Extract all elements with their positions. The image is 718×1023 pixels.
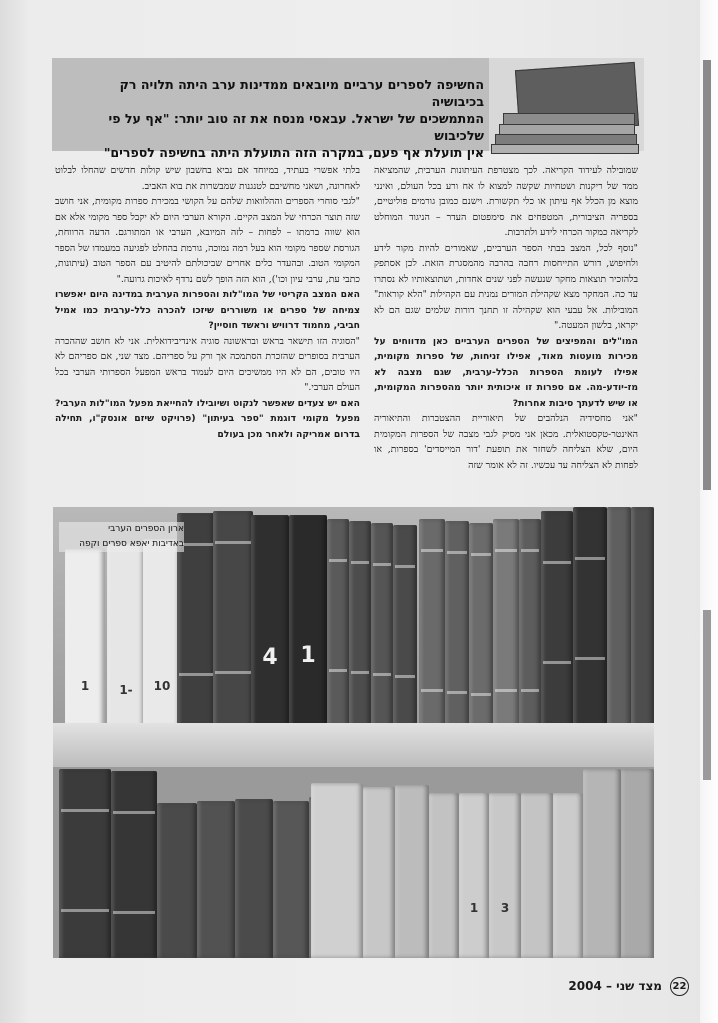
book-spine: 1 — [289, 515, 327, 727]
book-spine: 1 — [65, 549, 105, 727]
pull-quote-line: אין תועלת אף פעם, במקרה הזה התועלת היתה בחשיפה לספרים" — [103, 145, 484, 160]
book-spine — [631, 507, 654, 727]
book-spine — [111, 771, 157, 958]
book-spine — [349, 521, 371, 727]
book-spine — [445, 521, 469, 727]
article-column-right — [374, 163, 638, 501]
book-spine — [607, 507, 631, 727]
book-spine — [519, 519, 541, 727]
book-spine: 10 — [143, 539, 181, 727]
paragraph: "הסוגיה הזו תישאר בראש ובראשונה סוגיה אינדיבידואלית. אני לא חושב שההכרה הערבית בסופרים שהזכרת הסתמכה אך ורק על ספריהם. מצד שני, אם ספריהם לא היו טובים, הם לא היו ממשיכים היום לעמוד בראש המפעל הספרותי הערבי בכל העולם הערבי." — [55, 335, 360, 393]
article-column-left — [55, 163, 360, 501]
paragraph: "אני מחסידיה הנלהבים של תיאוריית ההצטברות והתיאוריה האינטר-טקסטואלית. מכאן אני מסיק לגבי מצבה של הספרות המקומית היום, שלא הצליחה לשחזר את תופעת 'דור המייסדים' בספרות, או לפחות לא הצליחה עד עכשיו. זה לא אומר שזה — [374, 413, 638, 471]
edge-bar — [703, 60, 711, 490]
book-spine: 4 — [251, 515, 289, 727]
book-spine: 1 — [459, 793, 489, 958]
books-thumbnail — [489, 58, 644, 151]
book-spine — [273, 801, 309, 958]
book-spine — [393, 525, 417, 727]
photo-caption — [59, 522, 184, 552]
book-spine: 1- — [107, 543, 145, 727]
book-spine — [583, 769, 621, 958]
pull-quote-line: המתמשכים של ישראל. עבאסי מנסח את זה טוב יותר: "אף על פי שלכיבוש — [108, 111, 484, 143]
paragraph: "לגבי סוחרי הספרים וההלוואות שלהם על הקושי במכירת ספרות מקומית, אני חושב שזה תוצר הכרחי של המצב הקיים. הקורא הערבי היום לא יקבל ספר מקומי אלא אם הוא שווה ברמתו – לפחות – לזה המיובא, הערבי או המתורגם. הדעה הרווחת, הגורסת שספר מקומי הוא בעל רמה נמוכה, גורמת בהחלט לפגיעה במעמדו של הספר המקומי הטוב. ובהעדר כלים אחרים שביכולתם להיטיב עם הספר הטוב (עיתונות, כתבי עת, ערבי עיון וכו'), הוא הזה הופך לשם נרדף לאיכות גרועה." — [55, 196, 360, 285]
book-spine — [493, 519, 519, 727]
book-spine — [197, 801, 235, 958]
caption-line: ארון הספרים הערבי — [108, 524, 184, 534]
book-spine — [469, 523, 493, 727]
book-spine — [419, 519, 445, 727]
shelf-board — [53, 723, 654, 767]
book-spine — [327, 519, 349, 727]
book-spine — [553, 793, 583, 958]
book-spine: 3 — [489, 793, 521, 958]
page-number: 22 — [670, 977, 689, 996]
page-footer — [549, 976, 689, 996]
book-spine — [521, 793, 553, 958]
book-spine — [235, 799, 273, 958]
page-edge — [700, 0, 718, 1023]
book-spine — [621, 769, 654, 958]
bookshelf-photo — [53, 507, 654, 958]
book-spine — [59, 769, 111, 958]
book-spine — [573, 507, 607, 727]
book-spine — [429, 793, 459, 958]
edge-bar — [703, 610, 711, 780]
book-spine — [311, 783, 363, 958]
paragraph: "נוסף לכל, המצב בבתי הספר הערביים, שאמורים להיות מקור לידע ולחיפוש, דורש התייחסות רחבה בהרבה מהמסגרת הזאת. לכן אסתפק בלהזכיר תוצאות מחקר שנעשה לפני שנים אחדות, ושתוצאותיו לא נסתרו עד כה. המחקר מצא שקהילת המורים נמנית עם הקהילות "הלא קוראות" המובילות. אל עבעי הוא שקהילה זו תחנך דורות שלמים שגם הם לא יקראו, בלשון המעטה." — [374, 242, 638, 331]
book-spine — [541, 511, 573, 727]
paragraph: בלתי אפשרי בעתיד, במיוחד אם נביא בחשבון שיש קולות חדשים שהחלו לבלוט לאחרונה, ושאני מחשיבם לטנגנות שמבשרות את בוא האביב. — [55, 165, 360, 192]
pull-quote-text — [64, 76, 484, 161]
book-spine — [157, 803, 197, 958]
book-spine — [371, 523, 393, 727]
book-spine — [395, 785, 429, 958]
interview-question: האם יש צעדים שאפשר לנקוט ושיובילו להחייאת מפעל המו"לות הערבי? מפעל מקומי דוגמת "ספר בעיתון" (פרויקט שיזם אונסק"ו, תחילה בדרום אמריקה ולאחר מכן בעולם — [55, 397, 360, 440]
paragraph: שמובילה לעידוד הקריאה. לכך מצטרפת העיתונות הערבית, שהמציאה ממד של ריקנות ושטחיות שקשה למצוא לו אח ורע בכל העולם, ואינני מוצא מן הכלל אף עיתון או כלי תקשורת. וישנם כמובן גורמים פוליטיים, בספריה הציבורית, המטפחים את סימפטום העדר – הניגוד המוחלט לקריאה כמקור הכרחי לידע ולתרבות. — [374, 165, 638, 238]
issue-label: מצד שני – 2004 — [568, 979, 662, 993]
pull-quote-banner — [52, 58, 644, 160]
interview-question: המו"לים והמפיצים של הספרים הערביים כאן מדווחים על מכירות מועטות מאוד, אפילו זניחות, של ספרות מקומית, אפילו לעומת הספרות הכלל-ערבית, שגם מצבה לא מז-יודע-מה. אם ספרות זו איכותית יותר מהספרות המקומית, או שיש לדעתך סיבות אחרות? — [374, 335, 638, 409]
book-spine — [213, 511, 253, 727]
book-spine — [363, 787, 395, 958]
pull-quote-line: החשיפה לספרים ערביים מיובאים ממדינות ערב היתה תלויה רק בכיבושיה — [119, 77, 484, 109]
interview-question: האם המצב הקריטי של המו"לות והספרות הערבית במדינה היום יאפשרו צמיחה של ספרים או משוררים שיזכו להכרה כלל-ערבית כמו אמיל חביבי, מחמוד דרוויש וראשד חוסיין? — [55, 289, 360, 331]
caption-line: באדיבות יאפא ספרים וקפה — [79, 539, 184, 549]
